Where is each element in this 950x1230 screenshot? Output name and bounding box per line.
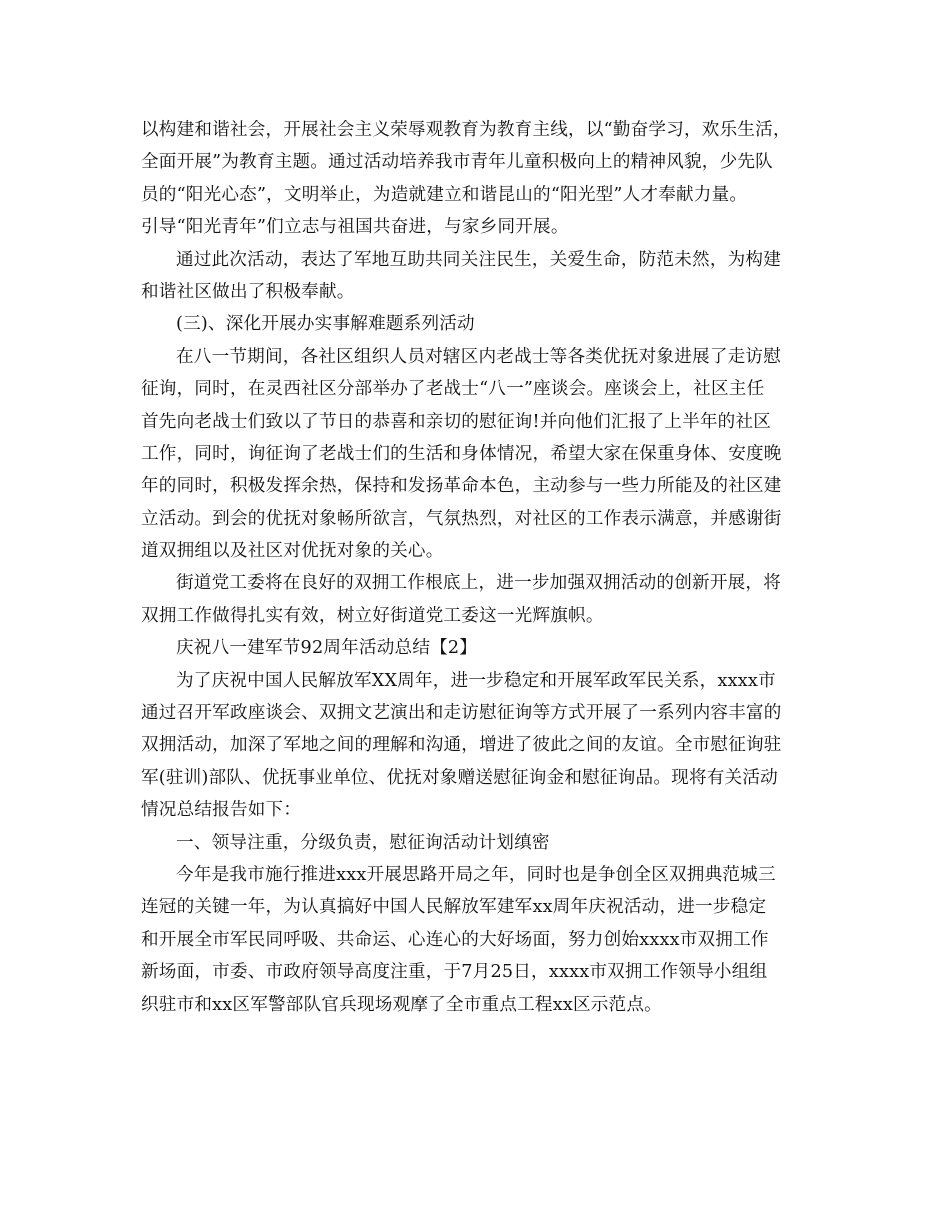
text-line: 在八一节期间，各社区组织人员对辖区内老战士等各类优抚对象进展了走访慰 xyxy=(176,346,781,367)
text-line: 连冠的关键一年，为认真搞好中国人民解放军建军xx周年庆祝活动，进一步稳定 xyxy=(141,897,767,918)
text-line: 首先向老战士们致以了节日的恭喜和亲切的慰征询!并向他们汇报了上半年的社区 xyxy=(141,411,772,432)
text-line: 引导“阳光青年”们立志与祖国共奋进，与家乡同开展。 xyxy=(141,217,569,238)
text-line: 征询，同时，在灵西社区分部举办了老战士“八一”座谈会。座谈会上，社区主任 xyxy=(141,379,765,400)
text-line: (三)、深化开展办实事解难题系列活动 xyxy=(176,314,475,335)
text-line: 军(驻训)部队、优抚事业单位、优抚对象赠送慰征询金和慰征询品。现将有关活动 xyxy=(141,767,778,788)
text-line: 双拥工作做得扎实有效，树立好街道党工委这一光辉旗帜。 xyxy=(141,605,604,626)
text-line: 庆祝八一建军节92周年活动总结【2】 xyxy=(176,638,478,659)
text-line: 情况总结报告如下： xyxy=(141,800,302,821)
text-line: 通过召开军政座谈会、双拥文艺演出和走访慰征询等方式开展了一系列内容丰富的 xyxy=(141,703,782,724)
text-line: 工作，同时，询征询了老战士们的生活和身体情况，希望大家在保重身体、安度晚 xyxy=(141,443,782,464)
text-line: 年的同时，积极发挥余热，保持和发扬革命本色，主动参与一些力所能及的社区建 xyxy=(141,476,782,497)
text-line: 以构建和谐社会，开展社会主义荣辱观教育为教育主线，以“勤奋学习，欢乐生活， xyxy=(141,120,791,140)
document-body xyxy=(141,114,841,1021)
text-line: 通过此次活动，表达了军地互助共同关注民生，关爱生命，防范未然，为构建 xyxy=(176,249,781,270)
text-line: 为了庆祝中国人民解放军XX周年，进一步稳定和开展军政军民关系，xxxx市 xyxy=(176,670,776,691)
text-line: 织驻市和xx区军警部队官兵现场观摩了全市重点工程xx区示范点。 xyxy=(141,994,662,1015)
text-line: 双拥活动，加深了军地之间的理解和沟通，增进了彼此之间的友谊。全市慰征询驻 xyxy=(141,735,782,756)
text-line: 今年是我市施行推进xxx开展思路开局之年，同时也是争创全区双拥典范城三 xyxy=(176,864,776,885)
text-line: 街道党工委将在良好的双拥工作根底上，进一步加强双拥活动的创新开展，将 xyxy=(176,573,781,594)
text-line: 一、领导注重，分级负责，慰征询活动计划缜密 xyxy=(176,832,550,853)
text-line: 和开展全市军民同呼吸、共命运、心连心的大好场面，努力创始xxxx市双拥工作 xyxy=(141,929,769,950)
text-line: 员的“阳光心态”，文明举止，为造就建立和谐昆山的“阳光型”人才奉献力量。 xyxy=(141,184,748,205)
text-line: 道双拥组以及社区对优抚对象的关心。 xyxy=(141,541,444,562)
text-line: 和谐社区做出了积极奉献。 xyxy=(141,281,355,302)
text-line: 立活动。到会的优抚对象畅所欲言，气氛热烈，对社区的工作表示满意，并感谢街 xyxy=(141,508,782,529)
text-line: 新场面，市委、市政府领导高度注重，于7月25日，xxxx市双拥工作领导小组组 xyxy=(141,962,768,983)
text-line: 全面开展”为教育主题。通过活动培养我市青年儿童积极向上的精神风貌，少先队 xyxy=(141,152,773,173)
